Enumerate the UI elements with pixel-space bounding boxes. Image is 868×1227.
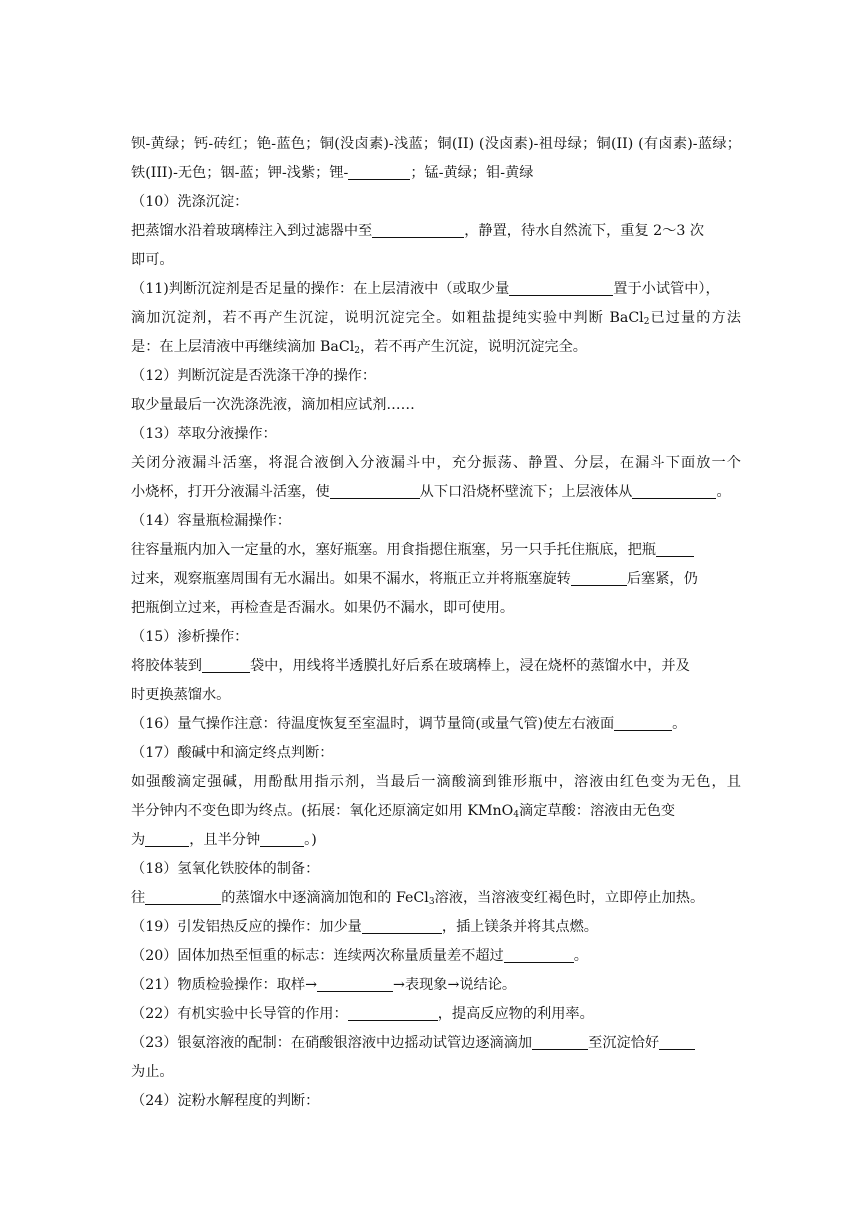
section-heading: （23）银氨溶液的配制：在硝酸银溶液中边摇动试管边逐滴滴加 至沉淀恰好 [131,1029,741,1058]
section-heading: （11)判断沉淀剂是否足量的操作：在上层清液中（或取少量 置于小试管中）， [131,275,741,304]
fill-blank[interactable] [614,713,672,731]
fill-blank[interactable] [659,1032,695,1050]
text-line: 滴加沉淀剂，若不再产生沉淀，说明沉淀完全。如粗盐提纯实验中判断 BaCl$_2$已过量的方法 [131,310,741,327]
section-heading: （24）淀粉水解程度的判断： [131,1093,320,1109]
text-line: 把蒸馏水沿着玻璃棒注入到过滤器中至 ，静置，待水自然流下，重复 2～3 次 [131,217,741,246]
text-line: 将胶体装到 袋中，用线将半透膜扎好后系在玻璃棒上，浸在烧杯的蒸馏水中，并及 [131,652,741,681]
fill-blank[interactable] [571,568,627,586]
section-heading: （13）萃取分液操作： [131,426,277,442]
section-heading: （18）氢氧化铁胶体的制备： [131,861,320,877]
text-line: 即可。 [131,252,174,268]
section-heading: （17）酸碱中和滴定终点判断： [131,745,334,761]
fill-blank[interactable] [632,481,716,499]
text-line: 为止。 [131,1064,174,1080]
text-line: 是：在上层清液中再继续滴加 BaCl$_2$，若不再产生沉淀，说明沉淀完全。 [131,339,587,356]
text-line: 小烧杯，打开分液漏斗活塞，使 从下口沿烧杯壁流下；上层液体从 。 [131,478,741,507]
text-line: 时更换蒸馏水。 [131,687,231,703]
fill-blank[interactable] [145,887,221,905]
section-heading: （21）物质检验操作：取样→ →表现象→说结论。 [131,971,741,1000]
text-line: 钡-黄绿；钙-砖红；铯-蓝色；铜(没卤素)-浅蓝；铜(II) (没卤素)-祖母绿；铜(II) (有卤素)-蓝绿； [131,136,741,152]
fill-blank[interactable] [372,220,464,238]
fill-blank[interactable] [145,829,189,847]
text-line: 如强酸滴定强碱，用酚酞用指示剂，当最后一滴酸滴到锥形瓶中，溶液由红色变为无色，且 [131,774,741,790]
text-line: 为 ，且半分钟 。) [131,826,741,855]
text-line: 取少量最后一次洗涤洗液，滴加相应试剂…… [131,397,415,413]
fill-blank[interactable] [260,829,304,847]
text-line: 铁(III)-无色；铟-蓝；钾-浅紫；锂- ；锰-黄绿；钼-黄绿 [131,159,741,188]
fill-blank[interactable] [532,1032,588,1050]
section-heading: （15）渗析操作： [131,629,249,645]
text-line: 往 的蒸馏水中逐滴滴加饱和的 FeCl$_3$溶液，当溶液变红褐色时，立即停止加热。 [131,884,741,913]
section-heading: （19）引发铝热反应的操作：加少量 ，插上镁条并将其点燃。 [131,913,741,942]
fill-blank[interactable] [656,539,694,557]
document-body [131,130,741,1116]
fill-blank[interactable] [202,655,250,673]
text-line: 过来，观察瓶塞周围有无水漏出。如果不漏水，将瓶正立并将瓶塞旋转 后塞紧，仍 [131,565,741,594]
fill-blank[interactable] [509,278,613,296]
fill-blank[interactable] [348,162,410,180]
fill-blank[interactable] [362,916,442,934]
section-heading: （20）固体加热至恒重的标志：连续两次称量质量差不超过 。 [131,942,741,971]
text-line: 半分钟内不变色即为终点。(拓展：氧化还原滴定如用 KMnO$_4$滴定草酸：溶液由无色变 [131,803,676,820]
section-heading: （16）量气操作注意：待温度恢复至室温时，调节量筒(或量气管)使左右液面 。 [131,710,741,739]
text-line: 把瓶倒立过来，再检查是否漏水。如果仍不漏水，即可使用。 [131,600,515,616]
fill-blank[interactable] [317,974,393,992]
section-heading: （14）容量瓶检漏操作： [131,513,291,529]
fill-blank[interactable] [348,1003,438,1021]
text-line: 关闭分液漏斗活塞，将混合液倒入分液漏斗中，充分振荡、静置、分层，在漏斗下面放一个 [131,455,741,471]
text-line: 往容量瓶内加入一定量的水，塞好瓶塞。用食指摁住瓶塞，另一只手托住瓶底，把瓶 [131,536,741,565]
section-heading: （22）有机实验中长导管的作用： ，提高反应物的利用率。 [131,1000,741,1029]
fill-blank[interactable] [504,945,574,963]
fill-blank[interactable] [330,481,420,499]
section-heading: （12）判断沉淀是否洗涤干净的操作： [131,368,377,384]
section-heading: （10）洗涤沉淀： [131,194,249,210]
